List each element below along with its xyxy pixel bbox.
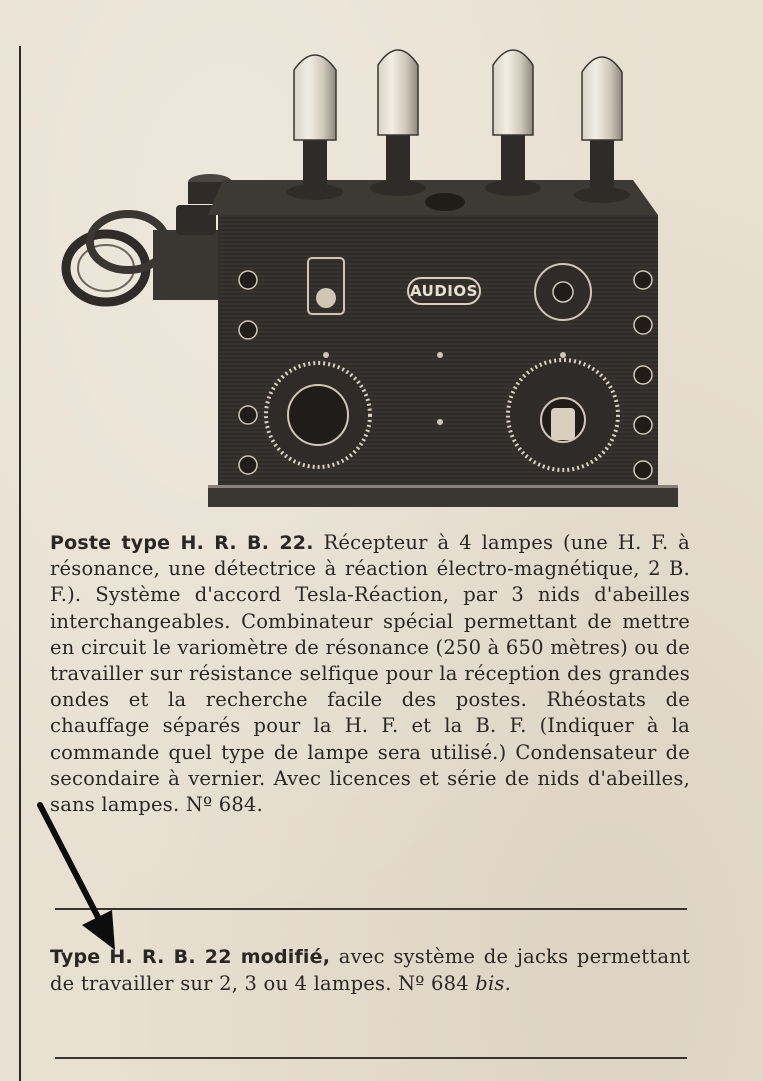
top-knob [425,193,465,211]
variant-description [50,944,690,997]
vacuum-tube-2 [370,50,426,196]
bottom-divider [55,1057,687,1059]
cabinet-base [208,485,678,507]
section-divider [55,908,687,910]
margin-rule [19,46,21,1081]
tuning-dial-left [266,363,370,467]
variant-ref-suffix: bis. [475,971,512,995]
product-description [50,530,690,818]
variant-ref: Nº 684 [398,971,469,995]
product-title: Poste type H. R. B. 22. [50,532,314,554]
arrow-pointer [30,800,130,960]
svg-text:AUDIOS: AUDIOS [410,282,478,300]
radio-receiver-illustration [58,30,688,520]
vacuum-tube-1 [287,55,343,200]
variant-title: Type H. R. B. 22 modifié, [50,946,331,968]
tuning-dial-right [508,360,618,470]
variant-body: avec système de jacks permettant de travailler sur 2, 3 ou 4 lampes. [50,945,690,995]
product-body: Récepteur à 4 lampes (une H. F. à résonance, une détectrice à réaction électro-magnétique, 2 B. F.). Système d'accord Tesla-Réaction, par 3 nids d'abeilles interchangeables. Combinateur spécial permettant de mettre en circuit le variomètre de résonance (250 à 650 mètres) ou de travailler sur résistance selfique pour la réception des grandes ondes et la recherche facile des postes. Rhéostats de chauffage séparés pour la H. F. et la B. F. (Indiquer à la commande quel type de lampe sera utilisé.) Condensateur de secondaire à vernier. Avec licences et série de nids d'abeilles, sans lampes. Nº 684. [50,531,691,817]
honeycomb-coil-assembly [66,174,232,302]
vacuum-tube-3 [485,50,541,196]
